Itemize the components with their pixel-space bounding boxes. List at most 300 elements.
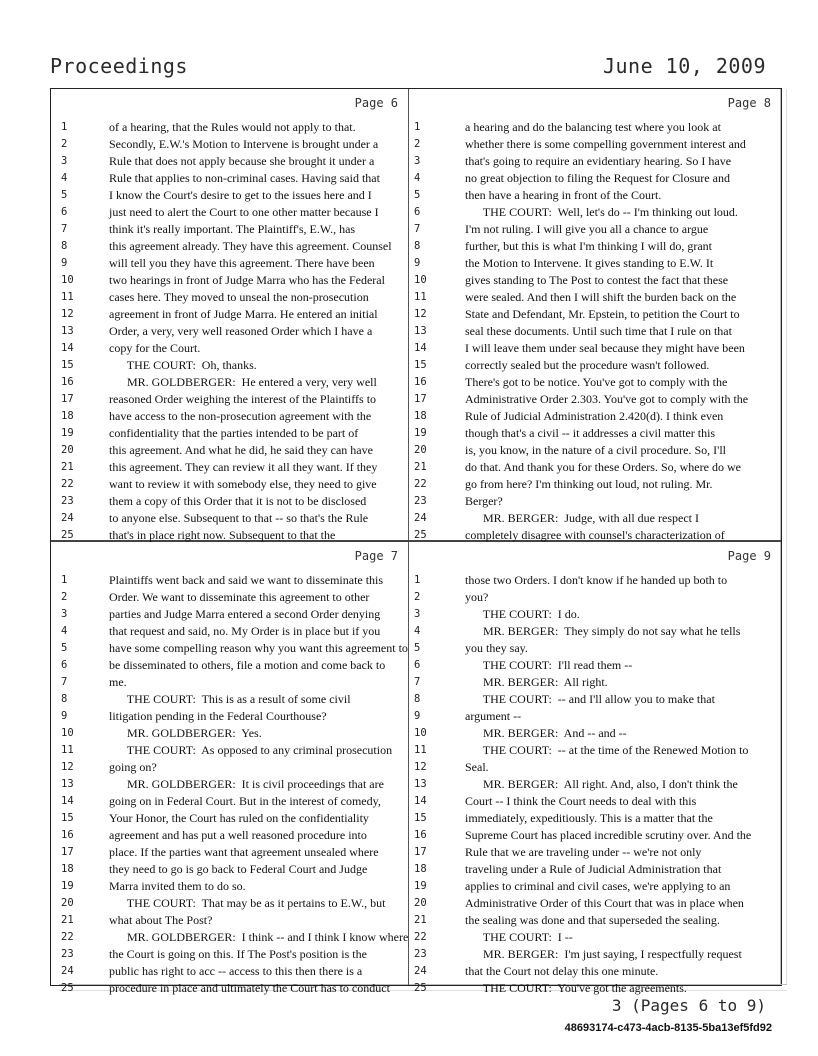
line-text: the sealing was done and that superseded the sealing. [465,913,720,927]
line-text: THE COURT: I'll read them -- [465,658,633,672]
line-number: 12 [61,761,74,773]
line-number: 21 [61,914,74,926]
line-number: 11 [414,744,427,756]
line-number: 19 [414,427,427,439]
line-text: reasoned Order weighing the interest of the Plaintiffs to [109,392,377,406]
transcript-line [409,844,781,861]
line-number: 1 [414,121,421,133]
line-text: them a copy of this Order that it is not to be disclosed [109,494,367,508]
transcript-line [51,878,408,895]
transcript-line [51,493,408,510]
transcript-line [51,725,408,742]
line-number: 18 [61,410,74,422]
line-number: 10 [414,727,427,739]
line-text: a hearing and do the balancing test where you look at [465,120,721,134]
line-number: 9 [414,257,421,269]
line-text: copy for the Court. [109,341,201,355]
transcript-line [409,204,781,221]
transcript-line [51,136,408,153]
line-text: what about The Post? [109,913,213,927]
line-number: 21 [61,461,74,473]
transcript-line [51,742,408,759]
line-number: 6 [414,206,421,218]
line-number: 13 [61,325,74,337]
transcript-line [409,810,781,827]
page-label: Page 6 [354,96,398,110]
transcript-line [51,895,408,912]
line-number: 10 [414,274,427,286]
line-number: 1 [61,574,68,586]
transcript-line [409,674,781,691]
line-number: 3 [61,608,68,620]
line-text: MR. BERGER: I'm just saying, I respectfully request [465,947,742,961]
line-text: confidentiality that the parties intended to be part of [109,426,359,440]
transcript-line [51,844,408,861]
line-text: then have a hearing in front of the Court. [465,188,662,202]
line-text: Secondly, E.W.'s Motion to Intervene is brought under a [109,137,379,151]
transcript-line [51,827,408,844]
line-number: 14 [61,342,74,354]
line-number: 16 [414,829,427,841]
line-number: 6 [61,659,68,671]
line-text: Your Honor, the Court has ruled on the confidentiality [109,811,369,825]
line-text: correctly sealed but the procedure wasn't followed. [465,358,710,372]
line-number: 13 [414,778,427,790]
line-text: I know the Court's desire to get to the issues here and I [109,188,372,202]
line-text: State and Defendant, Mr. Epstein, to petition the Court to [465,307,740,321]
line-text: Administrative Order of this Court that was in place when [465,896,744,910]
line-number: 22 [61,931,74,943]
line-text: is, you know, in the nature of a civil procedure. So, I'll [465,443,726,457]
page-range: 3 (Pages 6 to 9) [611,996,766,1015]
line-number: 5 [414,189,421,201]
line-text: Supreme Court has placed incredible scrutiny over. And the [465,828,752,842]
line-number: 9 [414,710,421,722]
line-text: MR. GOLDBERGER: Yes. [109,726,262,740]
line-number: 14 [61,795,74,807]
line-number: 10 [61,274,74,286]
transcript-line [409,153,781,170]
transcript-line [51,153,408,170]
transcript-line [51,425,408,442]
transcript-line [409,459,781,476]
line-text: Seal. [465,760,489,774]
transcript-line [409,606,781,623]
line-number: 23 [61,495,74,507]
line-number: 2 [61,138,68,150]
line-text: THE COURT: This is as a result of some civil [109,692,351,706]
line-text: THE COURT: -- at the time of the Renewed Motion to [465,743,749,757]
line-number: 17 [61,393,74,405]
transcript-page [409,89,781,540]
line-text: think it's really important. The Plaintiff's, E.W., has [109,222,356,236]
line-text: THE COURT: As opposed to any criminal prosecution [109,743,393,757]
transcript-line [51,442,408,459]
line-number: 15 [61,812,74,824]
line-number: 17 [61,846,74,858]
line-number: 12 [61,308,74,320]
line-number: 25 [414,529,427,541]
line-number: 11 [61,744,74,756]
transcript-line [51,221,408,238]
line-text: argument -- [465,709,522,723]
line-number: 2 [414,138,421,150]
line-number: 1 [414,574,421,586]
line-text: were sealed. And then I will shift the burden back on the [465,290,737,304]
line-number: 20 [61,897,74,909]
line-number: 5 [61,189,68,201]
line-number: 16 [414,376,427,388]
page-label: Page 9 [727,549,771,563]
transcript-line [409,306,781,323]
line-number: 10 [61,727,74,739]
transcript-line [409,640,781,657]
line-text: Order. We want to disseminate this agreement to other [109,590,370,604]
line-text: Rule that applies to non-criminal cases. Having said that [109,171,380,185]
line-text: have access to the non-prosecution agreement with the [109,409,372,423]
line-text: going on? [109,760,157,774]
line-text: MR. GOLDBERGER: I think -- and I think I know where [109,930,409,944]
transcript-line [409,776,781,793]
line-text: completely disagree with counsel's characterization of [465,528,725,542]
line-text: that request and said, no. My Order is in place but if you [109,624,381,638]
line-text: to anyone else. Subsequent to that -- so that's the Rule [109,511,369,525]
line-number: 13 [414,325,427,337]
line-text: that's in place right now. Subsequent to that the [109,528,336,542]
transcript-line [409,895,781,912]
line-text: Rule that we are traveling under -- we're not only [465,845,702,859]
transcript-line [51,963,408,980]
transcript-lines [51,572,408,997]
line-text: THE COURT: Well, let's do -- I'm thinking out loud. [465,205,738,219]
transcript-line [51,793,408,810]
line-number: 18 [414,863,427,875]
line-number: 20 [61,444,74,456]
line-number: 15 [61,359,74,371]
transcript-line [51,946,408,963]
line-number: 13 [61,778,74,790]
line-text: of a hearing, that the Rules would not apply to that. [109,120,356,134]
line-text: Rule of Judicial Administration 2.420(d). I think even [465,409,724,423]
transcript-line [409,946,781,963]
line-text: go from here? I'm thinking out loud, not ruling. Mr. [465,477,713,491]
line-text: be disseminated to others, file a motion and come back to [109,658,386,672]
transcript-line [51,674,408,691]
transcript-line [409,980,781,997]
transcript-line [51,255,408,272]
transcript-line [409,510,781,527]
line-number: 7 [414,676,421,688]
line-number: 8 [61,240,68,252]
transcript-line [51,759,408,776]
line-number: 24 [414,965,427,977]
line-number: 25 [61,982,74,994]
line-text: THE COURT: I do. [465,607,580,621]
document-id: 48693174-c473-4acb-8135-5ba13ef5fd92 [564,1022,772,1034]
transcript-line [51,119,408,136]
line-text: do that. And thank you for these Orders. So, where do we [465,460,741,474]
line-text: though that's a civil -- it addresses a civil matter this [465,426,716,440]
line-number: 16 [61,829,74,841]
line-number: 7 [414,223,421,235]
transcript-line [409,323,781,340]
transcript-line [409,408,781,425]
line-text: seal these documents. Until such time that I rule on that [465,324,732,338]
line-number: 7 [61,676,68,688]
transcript-line [51,187,408,204]
line-number: 8 [414,240,421,252]
line-number: 9 [61,257,68,269]
line-number: 7 [61,223,68,235]
line-text: THE COURT: -- and I'll allow you to make that [465,692,715,706]
header-date: June 10, 2009 [602,54,766,78]
transcript-line [409,170,781,187]
line-text: going on in Federal Court. But in the interest of comedy, [109,794,381,808]
line-number: 8 [414,693,421,705]
line-text: the Motion to Intervene. It gives standing to E.W. It [465,256,714,270]
line-number: 21 [414,461,427,473]
transcript-lines [51,119,408,544]
transcript-line [51,810,408,827]
line-text: litigation pending in the Federal Courthouse? [109,709,327,723]
transcript-line [51,272,408,289]
line-number: 19 [61,880,74,892]
line-text: MR. BERGER: Judge, with all due respect I [465,511,699,525]
line-text: they need to go is go back to Federal Court and Judge [109,862,368,876]
line-number: 12 [414,308,427,320]
line-text: Rule that does not apply because she brought it under a [109,154,375,168]
line-text: place. If the parties want that agreement unsealed where [109,845,379,859]
transcript-line [409,119,781,136]
transcript-line [51,170,408,187]
transcript-line [409,221,781,238]
line-text: MR. BERGER: And -- and -- [465,726,627,740]
transcript-line [51,204,408,221]
transcript-line [51,238,408,255]
line-number: 21 [414,914,427,926]
line-text: that the Court not delay this one minute. [465,964,659,978]
line-text: want to review it with somebody else, they need to give [109,477,377,491]
line-number: 22 [414,478,427,490]
line-number: 17 [414,846,427,858]
transcript-line [51,589,408,606]
line-number: 25 [414,982,427,994]
transcript-line [409,742,781,759]
line-number: 6 [414,659,421,671]
transcript-line [409,572,781,589]
line-text: Order, a very, very well reasoned Order which I have a [109,324,373,338]
line-text: applies to criminal and civil cases, we're applying to an [465,879,731,893]
line-text: MR. BERGER: They simply do not say what he tells [465,624,741,638]
line-number: 1 [61,121,68,133]
transcript-line [51,776,408,793]
page-label: Page 7 [354,549,398,563]
transcript-line [409,425,781,442]
transcript-line [51,980,408,997]
line-number: 4 [414,172,421,184]
line-number: 15 [414,359,427,371]
line-text: Marra invited them to do so. [109,879,246,893]
line-number: 19 [414,880,427,892]
transcript-line [409,493,781,510]
transcript-line [409,391,781,408]
transcript-page [51,89,408,540]
line-number: 11 [414,291,427,303]
line-text: will tell you they have this agreement. There have been [109,256,375,270]
line-text: MR. BERGER: All right. And, also, I don't think the [465,777,738,791]
line-text: There's got to be notice. You've got to comply with the [465,375,728,389]
transcript-line [51,357,408,374]
transcript-line [51,929,408,946]
transcript-line [409,963,781,980]
line-text: THE COURT: You've got the agreements. [465,981,687,995]
line-number: 24 [61,512,74,524]
transcript-line [409,442,781,459]
transcript-line [409,272,781,289]
transcript-line [409,340,781,357]
transcript-line [51,306,408,323]
line-text: I will leave them under seal because they might have been [465,341,745,355]
line-number: 4 [61,625,68,637]
line-text: agreement in front of Judge Marra. He entered an initial [109,307,378,321]
line-text: traveling under a Rule of Judicial Administration that [465,862,722,876]
transcript-line [409,589,781,606]
line-text: Court -- I think the Court needs to deal with this [465,794,697,808]
transcript-line [51,912,408,929]
transcript-line [409,878,781,895]
transcript-line [409,929,781,946]
transcript-line [409,657,781,674]
line-text: gives standing to The Post to contest the fact that these [465,273,729,287]
line-text: the Court is going on this. If The Post's position is the [109,947,367,961]
line-text: parties and Judge Marra entered a second Order denying [109,607,381,621]
line-number: 9 [61,710,68,722]
page-label: Page 8 [727,96,771,110]
transcript-line [409,238,781,255]
transcript-line [409,861,781,878]
transcript-line [409,255,781,272]
transcript-line [51,861,408,878]
transcript-line [409,187,781,204]
line-number: 20 [414,897,427,909]
transcript-line [409,357,781,374]
line-number: 18 [61,863,74,875]
transcript-frame [50,88,782,995]
transcript-line [51,623,408,640]
transcript-lines [409,119,781,544]
transcript-line [409,623,781,640]
line-number: 3 [414,608,421,620]
line-number: 23 [414,495,427,507]
transcript-line [51,606,408,623]
line-number: 6 [61,206,68,218]
line-number: 22 [414,931,427,943]
transcript-line [409,374,781,391]
transcript-line [51,657,408,674]
transcript-line [51,691,408,708]
line-text: no great objection to filing the Request for Closure and [465,171,730,185]
line-text: agreement and has put a well reasoned procedure into [109,828,367,842]
transcript-line [51,640,408,657]
line-text: procedure in place and ultimately the Court has to conduct [109,981,390,995]
transcript-line [51,340,408,357]
line-number: 3 [414,155,421,167]
line-text: THE COURT: I -- [465,930,573,944]
line-text: MR. GOLDBERGER: It is civil proceedings that are [109,777,384,791]
line-number: 4 [414,625,421,637]
line-number: 24 [414,512,427,524]
transcript-line [409,912,781,929]
line-number: 4 [61,172,68,184]
line-number: 3 [61,155,68,167]
line-text: Plaintiffs went back and said we want to disseminate this [109,573,384,587]
line-text: THE COURT: That may be as it pertains to E.W., but [109,896,386,910]
transcript-line [51,476,408,493]
line-number: 17 [414,393,427,405]
line-text: that's going to require an evidentiary hearing. So I have [465,154,732,168]
line-text: further, but this is what I'm thinking I will do, grant [465,239,712,253]
line-number: 23 [414,948,427,960]
line-text: MR. GOLDBERGER: He entered a very, very well [109,375,377,389]
transcript-line [51,708,408,725]
line-text: cases here. They moved to unseal the non-prosecution [109,290,369,304]
transcript-line [409,476,781,493]
transcript-line [409,827,781,844]
line-text: just need to alert the Court to one other matter because I [109,205,379,219]
line-number: 8 [61,693,68,705]
transcript-line [409,691,781,708]
line-text: you they say. [465,641,528,655]
line-number: 11 [61,291,74,303]
line-number: 22 [61,478,74,490]
line-text: those two Orders. I don't know if he handed up both to [465,573,728,587]
line-text: Administrative Order 2.303. You've got to comply with the [465,392,749,406]
transcript-line [51,572,408,589]
transcript-page [51,542,409,995]
line-text: me. [109,675,127,689]
line-number: 25 [61,529,74,541]
line-number: 2 [61,591,68,603]
transcript-line [409,289,781,306]
line-text: this agreement already. They have this agreement. Counsel [109,239,392,253]
transcript-line [409,725,781,742]
line-text: I'm not ruling. I will give you all a chance to argue [465,222,709,236]
line-number: 14 [414,342,427,354]
transcript-line [51,374,408,391]
line-number: 18 [414,410,427,422]
transcript-page [409,542,781,995]
line-text: have some compelling reason why you want this agreement to [109,641,408,655]
line-text: this agreement. And what he did, he said they can have [109,443,373,457]
line-text: this agreement. They can review it all they want. If they [109,460,378,474]
line-text: two hearings in front of Judge Marra who has the Federal [109,273,385,287]
line-number: 5 [414,642,421,654]
line-text: you? [465,590,489,604]
transcript-line [409,708,781,725]
line-number: 23 [61,948,74,960]
transcript-line [51,289,408,306]
transcript-line [51,510,408,527]
line-number: 20 [414,444,427,456]
transcript-line [409,793,781,810]
transcript-line [51,459,408,476]
transcript-line [51,323,408,340]
transcript-lines [409,572,781,997]
line-number: 5 [61,642,68,654]
line-text: whether there is some compelling government interest and [465,137,746,151]
line-number: 15 [414,812,427,824]
transcript-line [409,759,781,776]
